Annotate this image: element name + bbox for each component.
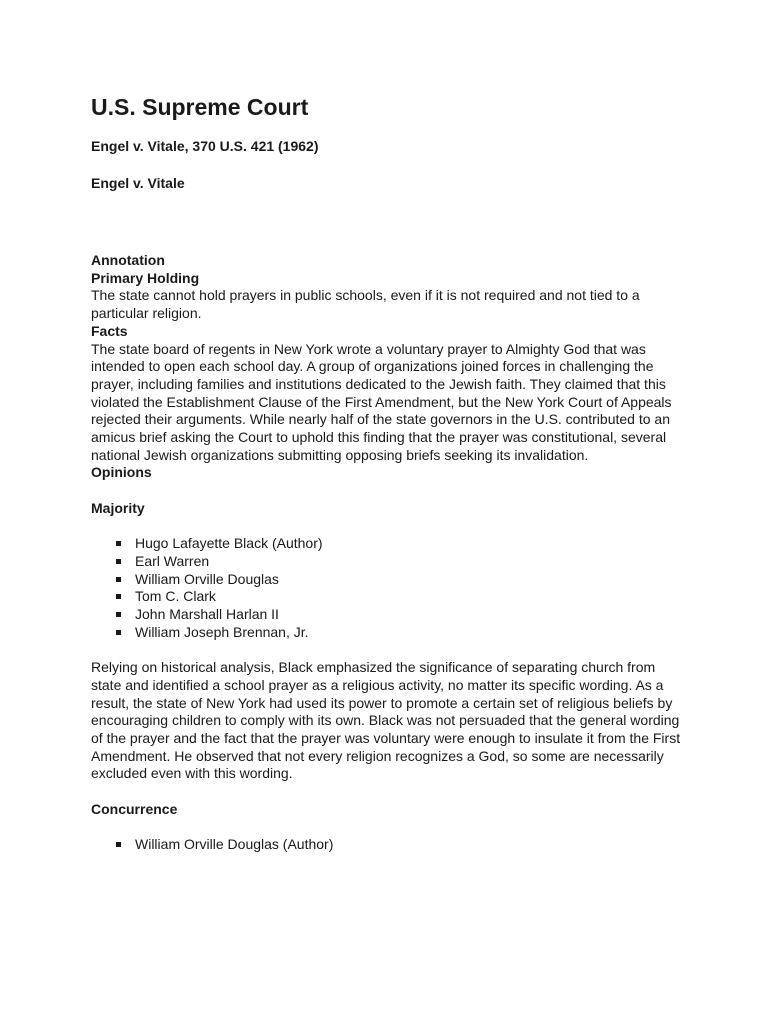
concurrence-heading: Concurrence [91, 800, 178, 817]
spacer [91, 641, 681, 659]
spacer [91, 482, 681, 500]
justice-name: Earl Warren [135, 552, 210, 569]
list-item [91, 836, 681, 854]
list-item [91, 588, 681, 606]
primary-holding-heading: Primary Holding [91, 269, 200, 286]
majority-justices-list [91, 535, 681, 641]
justice-name: William Orville Douglas [135, 570, 279, 587]
bullet-icon [116, 559, 121, 564]
spacer [91, 518, 681, 536]
majority-opinion-text: Relying on historical analysis, Black emphasized the significance of separating church from state and identified a school prayer as a religious activity, no matter its specific wording. As a result, the state of New York had used its power to promote a certain set of religious beliefs by encouraging children to comply with its own. Black was not persuaded that the general wording of the prayer and the fact that the prayer was voluntary were enough to insulate it from the First Amendment. He observed that not every religion recognizes a God, so some are necessarily excluded even with this wording. [91, 659, 681, 782]
opinions-heading: Opinions [91, 464, 152, 481]
facts-heading: Facts [91, 322, 128, 339]
justice-name: William Joseph Brennan, Jr. [135, 623, 309, 640]
bullet-icon [116, 594, 121, 599]
majority-heading: Majority [91, 499, 145, 516]
page-title: U.S. Supreme Court [91, 94, 309, 120]
bullet-icon [116, 577, 121, 582]
bullet-icon [116, 541, 121, 546]
spacer [91, 783, 681, 801]
justice-name: John Marshall Harlan II [135, 606, 279, 623]
case-citation: Engel v. Vitale, 370 U.S. 421 (1962) [91, 138, 319, 154]
justice-name: William Orville Douglas (Author) [135, 836, 334, 853]
bullet-icon [116, 842, 121, 847]
document-body [91, 252, 681, 854]
list-item [91, 535, 681, 553]
list-item [91, 571, 681, 589]
concurrence-justices-list [91, 836, 681, 854]
bullet-icon [116, 630, 121, 635]
list-item [91, 553, 681, 571]
list-item [91, 606, 681, 624]
primary-holding-text: The state cannot hold prayers in public schools, even if it is not required and not tied to a particular religion. [91, 287, 640, 322]
justice-name: Hugo Lafayette Black (Author) [135, 535, 323, 552]
spacer [91, 818, 681, 836]
case-name: Engel v. Vitale [91, 175, 185, 191]
bullet-icon [116, 612, 121, 617]
justice-name: Tom C. Clark [135, 588, 216, 605]
facts-text: The state board of regents in New York wrote a voluntary prayer to Almighty God that was intended to open each school day. A group of organizations joined forces in challenging the prayer, including families and institutions dedicated to the Jewish faith. They claimed that this violated the Establishment Clause of the First Amendment, but the New York Court of Appeals rejected their arguments. While nearly half of the state governors in the U.S. contributed to an amicus brief asking the Court to uphold this finding that the prayer was constitutional, several national Jewish organizations submitting opposing briefs seeking its invalidation. [91, 340, 672, 463]
annotation-label: Annotation [91, 252, 165, 268]
list-item [91, 624, 681, 642]
